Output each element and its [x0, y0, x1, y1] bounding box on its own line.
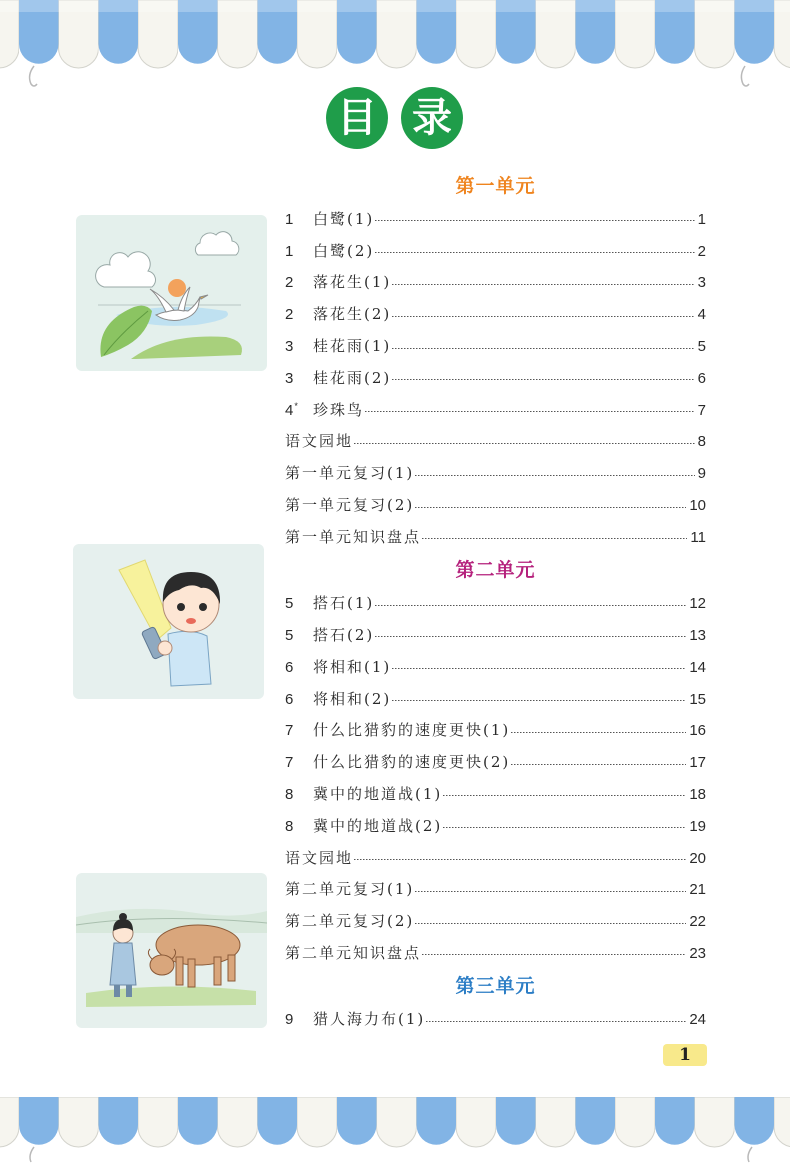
entry-page: 14 — [689, 658, 706, 676]
entry-title: 语文园地 — [285, 848, 354, 867]
dot-leader — [392, 700, 686, 701]
toc-entry — [285, 299, 706, 331]
entry-number-text: 6 — [285, 690, 294, 708]
toc-entry — [285, 938, 706, 970]
entry-title: 珍珠鸟 — [313, 400, 365, 419]
entry-title: 白鹭(2) — [313, 241, 375, 260]
entry-page: 10 — [689, 497, 706, 515]
awning-top — [0, 0, 790, 90]
dot-leader — [422, 538, 687, 539]
toc-entry — [285, 683, 706, 715]
dot-leader — [392, 668, 686, 669]
dot-leader — [443, 795, 686, 796]
entry-title: 将相和(2) — [313, 689, 392, 708]
toc-entry — [285, 588, 706, 620]
entry-page: 24 — [689, 1011, 706, 1029]
illustration-girl-cow — [76, 873, 267, 1028]
toc-entry — [285, 810, 706, 842]
entry-number-text: 9 — [285, 1011, 294, 1029]
entry-title: 第二单元知识盘点 — [285, 943, 422, 962]
toc-entry — [285, 331, 706, 363]
entry-title: 什么比猎豹的速度更快(1) — [313, 721, 511, 740]
dot-leader — [422, 954, 686, 955]
toc-entry — [285, 235, 706, 267]
dot-leader — [392, 316, 694, 317]
toc-entry — [285, 779, 706, 811]
dot-leader — [354, 859, 686, 860]
toc-entry — [285, 1004, 706, 1036]
entry-title: 桂花雨(2) — [313, 368, 392, 387]
entry-number — [285, 660, 313, 675]
entry-number — [285, 755, 313, 770]
entry-number — [285, 212, 313, 227]
entry-number — [285, 275, 313, 290]
toc-entry — [285, 267, 706, 299]
curl-left-bottom — [30, 1147, 34, 1162]
entry-page: 18 — [689, 785, 706, 803]
dot-leader — [426, 1021, 686, 1022]
entry-number — [285, 723, 313, 738]
entry-number-text: 8 — [285, 785, 294, 803]
entry-page: 20 — [689, 849, 706, 867]
illustration-boy-flashlight — [73, 544, 264, 699]
entry-number-text: 5 — [285, 595, 294, 613]
awning-bottom — [0, 1097, 790, 1165]
page-number-badge: 1 — [663, 1044, 707, 1066]
toc-entry — [285, 874, 706, 906]
entry-page: 8 — [697, 433, 706, 451]
entry-page: 3 — [697, 274, 706, 292]
dot-leader — [443, 827, 686, 828]
boy-body — [168, 631, 211, 686]
toc-entry — [285, 521, 706, 553]
entry-title: 将相和(1) — [313, 657, 392, 676]
dot-leader — [392, 379, 694, 380]
entry-number-text: 1 — [285, 242, 294, 260]
entry-number-text: 7 — [285, 722, 294, 740]
entry-number — [285, 692, 313, 707]
entry-page: 2 — [697, 242, 706, 260]
dot-leader — [375, 605, 686, 606]
unit-header: 第二单元 — [455, 559, 536, 582]
entry-number-text: 3 — [285, 369, 294, 387]
toc-entry — [285, 362, 706, 394]
entry-number-text: 6 — [285, 658, 294, 676]
title-char-lu: 录 — [401, 87, 463, 149]
toc-entry — [285, 394, 706, 426]
girl — [110, 913, 136, 997]
dot-leader — [415, 507, 686, 508]
entry-mark: * — [294, 400, 298, 411]
entry-number — [285, 400, 313, 419]
toc-entry — [285, 747, 706, 779]
entry-page: 19 — [689, 817, 706, 835]
entry-title: 什么比猎豹的速度更快(2) — [313, 753, 511, 772]
toc-entry — [285, 490, 706, 522]
dot-leader — [375, 636, 686, 637]
entry-title: 搭石(1) — [313, 594, 375, 613]
entry-title: 语文园地 — [285, 432, 354, 451]
dot-leader — [375, 252, 694, 253]
entry-page: 21 — [689, 881, 706, 899]
entry-title: 冀中的地道战(1) — [313, 784, 443, 803]
entry-number — [285, 244, 313, 259]
dot-leader — [415, 923, 686, 924]
entry-page: 17 — [689, 754, 706, 772]
entry-page: 7 — [697, 401, 706, 419]
dot-leader — [354, 443, 695, 444]
entry-number-text: 8 — [285, 817, 294, 835]
entry-number — [285, 787, 313, 802]
entry-title: 落花生(2) — [313, 305, 392, 324]
toc-entry — [285, 906, 706, 938]
entry-page: 22 — [689, 913, 706, 931]
entry-page: 15 — [689, 690, 706, 708]
table-of-contents — [285, 169, 706, 1036]
entry-number-text: 3 — [285, 338, 294, 356]
toc-entry — [285, 204, 706, 236]
illustration-egret — [76, 215, 267, 371]
entry-title: 猎人海力布(1) — [313, 1010, 426, 1029]
entry-number — [285, 307, 313, 322]
entry-number — [285, 819, 313, 834]
toc-entry — [285, 715, 706, 747]
entry-number — [285, 339, 313, 354]
entry-page: 16 — [689, 722, 706, 740]
dot-leader — [392, 284, 694, 285]
entry-title: 桂花雨(1) — [313, 337, 392, 356]
entry-number-text: 2 — [285, 274, 294, 292]
entry-page: 13 — [689, 626, 706, 644]
entry-number — [285, 596, 313, 611]
toc-entry — [285, 458, 706, 490]
entry-title: 第二单元复习(1) — [285, 880, 415, 899]
entry-title: 第二单元复习(2) — [285, 912, 415, 931]
entry-number — [285, 1012, 313, 1027]
entry-title: 第一单元复习(2) — [285, 496, 415, 515]
entry-number-text: 7 — [285, 754, 294, 772]
entry-title: 第一单元知识盘点 — [285, 527, 422, 546]
toc-entry — [285, 651, 706, 683]
entry-title: 落花生(1) — [313, 273, 392, 292]
entry-title: 搭石(2) — [313, 625, 375, 644]
sun — [168, 279, 186, 297]
title-char-mu: 目 — [326, 87, 388, 149]
entry-page: 11 — [690, 528, 706, 546]
entry-page: 5 — [697, 338, 706, 356]
entry-page: 4 — [697, 306, 706, 324]
entry-title: 冀中的地道战(2) — [313, 816, 443, 835]
entry-number — [285, 371, 313, 386]
entry-number-text: 5 — [285, 626, 294, 644]
curl-right-bottom — [748, 1147, 752, 1162]
entry-number-text: 2 — [285, 306, 294, 324]
entry-number-text: 4 — [285, 401, 294, 419]
unit-header: 第一单元 — [455, 174, 536, 197]
entry-page: 12 — [689, 595, 706, 613]
entry-number-text: 1 — [285, 210, 294, 228]
dot-leader — [375, 220, 694, 221]
entry-number — [285, 628, 313, 643]
entry-page: 6 — [697, 369, 706, 387]
toc-entry — [285, 620, 706, 652]
toc-entry — [285, 842, 706, 874]
dot-leader — [415, 891, 686, 892]
entry-title: 第一单元复习(1) — [285, 464, 415, 483]
dot-leader — [392, 348, 694, 349]
dot-leader — [511, 764, 686, 765]
unit-header: 第三单元 — [455, 975, 536, 998]
entry-title: 白鹭(1) — [313, 209, 375, 228]
entry-page: 23 — [689, 944, 706, 962]
dot-leader — [415, 475, 694, 476]
dot-leader — [511, 732, 686, 733]
entry-page: 1 — [697, 210, 706, 228]
toc-entry — [285, 426, 706, 458]
entry-page: 9 — [697, 465, 706, 483]
dot-leader — [365, 411, 695, 412]
